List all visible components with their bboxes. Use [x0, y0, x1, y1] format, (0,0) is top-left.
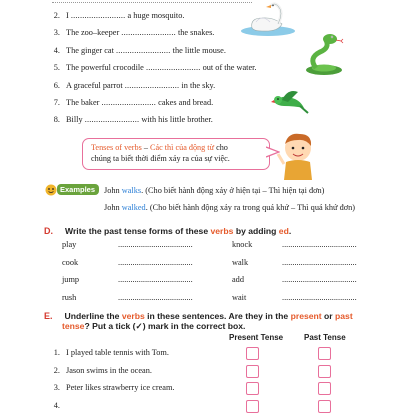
section-d-title-ed: ed — [278, 226, 289, 236]
sentence-number: 5. — [53, 63, 60, 73]
examples-label: Examples — [57, 184, 99, 195]
past-tense-checkbox[interactable] — [318, 400, 331, 413]
present-tense-checkbox[interactable] — [246, 347, 259, 360]
verb-word: jump — [62, 275, 80, 284]
present-tense-checkbox[interactable] — [246, 382, 259, 395]
ex1-rest: . (Cho biết hành động xảy ở hiện tại – Thì hiện tại đơn) — [141, 186, 325, 195]
tense-dash: – — [141, 143, 150, 152]
ex2-rest: . (Cho biết hành động xảy ra trong quá khứ – Thì quá khứ đơn) — [145, 203, 356, 212]
tense-callout-text — [91, 142, 230, 164]
sentence-after: out of the water. — [200, 63, 257, 73]
sentence-blank[interactable]: ........................ — [124, 80, 180, 90]
section-d-title-a: Write the past tense forms of these — [65, 226, 211, 236]
verb-answer-line[interactable]: .................................... — [282, 292, 357, 302]
ex2-subject: John — [104, 203, 122, 212]
col-present-tense: Present Tense — [229, 333, 284, 342]
tense-sentence-text: Peter likes strawberry ice cream. — [66, 383, 175, 392]
cut-top-line — [52, 0, 252, 3]
sentence-blank[interactable]: ........................ — [70, 11, 126, 20]
sentence-row — [48, 10, 184, 21]
sentence-row — [48, 97, 213, 108]
verb-answer-line[interactable]: .................................... — [118, 240, 193, 249]
ex1-subject: John — [104, 186, 122, 195]
sentence-after: in the sky. — [179, 80, 216, 90]
sentence-number: 6. — [53, 80, 60, 90]
example-1 — [104, 185, 324, 196]
sentence-number: 4. — [53, 45, 60, 55]
sentence-after: cakes and bread. — [156, 98, 214, 107]
col-past-tense: Past Tense — [304, 333, 346, 342]
section-e-line2 — [62, 321, 245, 332]
sentence-after: a huge mosquito. — [125, 11, 185, 20]
verb-answer-line[interactable]: .................................... — [118, 275, 193, 284]
verb-word: wait — [232, 292, 247, 302]
verb-word: walk — [232, 257, 249, 267]
boy-illustration — [276, 130, 320, 182]
past-tense-checkbox[interactable] — [318, 365, 331, 378]
verb-word: cook — [62, 257, 79, 267]
section-e-line1-verbs: verbs — [121, 311, 145, 321]
sentence-blank[interactable]: ........................ — [116, 45, 171, 55]
sentence-number: 2. — [53, 11, 60, 20]
ex2-verb: walked — [121, 203, 146, 212]
tense-line1-rest: cho — [214, 143, 228, 152]
section-e-line1-c: or — [321, 311, 336, 321]
sentence-before: Billy — [66, 115, 85, 125]
tense-sentence-row — [48, 347, 169, 358]
sentence-row — [48, 27, 214, 38]
tense-sentence-number: 2. — [53, 365, 60, 375]
present-tense-checkbox[interactable] — [246, 400, 259, 413]
section-d-title-verbs: verbs — [210, 226, 234, 236]
section-e-line1-b: in these sentences. Are they in the — [144, 311, 291, 321]
past-tense-checkbox[interactable] — [318, 382, 331, 395]
sentence-blank[interactable]: ........................ — [84, 115, 140, 125]
sentence-blank[interactable]: ........................ — [145, 63, 201, 73]
sentence-number: 8. — [53, 115, 60, 125]
sentence-before: I — [66, 11, 71, 20]
sentence-after: the little mouse. — [170, 45, 226, 55]
sentence-before: The zoo–keeper — [66, 28, 122, 38]
sentence-blank[interactable]: ........................ — [121, 28, 176, 38]
examples-icon — [45, 184, 57, 196]
tense-sentence-row — [48, 400, 66, 411]
sentence-before: The ginger cat — [66, 45, 116, 55]
verb-word: knock — [232, 240, 253, 249]
sentence-row — [48, 45, 226, 56]
tense-callout — [82, 138, 270, 170]
past-tense-checkbox[interactable] — [318, 347, 331, 360]
tense-term: Tenses of verbs — [91, 143, 142, 152]
snake-illustration — [298, 32, 348, 78]
present-tense-checkbox[interactable] — [246, 365, 259, 378]
tense-sentence-number: 4. — [53, 400, 60, 410]
section-d-title-b: by adding — [233, 226, 279, 236]
verb-answer-line[interactable]: .................................... — [282, 257, 357, 267]
section-e-line2-b: ? Put a tick (✓) mark in the correct box. — [84, 321, 246, 331]
verb-word: play — [62, 240, 77, 249]
sentence-before: The baker — [66, 98, 102, 107]
parrot-illustration — [270, 86, 310, 116]
sentence-row — [48, 80, 215, 91]
section-e-line1-a: Underline the — [64, 311, 122, 321]
tense-vi-term: Các thì của động từ — [150, 143, 215, 152]
verb-answer-line[interactable]: .................................... — [282, 240, 357, 249]
tense-sentence-text: Jason swims in the ocean. — [66, 365, 152, 375]
verb-answer-line[interactable]: .................................... — [118, 257, 193, 267]
sentence-blank[interactable]: ........................ — [101, 98, 157, 107]
sentence-row — [48, 114, 213, 125]
section-e-line1-past: past — [335, 311, 353, 321]
verb-word: rush — [62, 292, 77, 302]
section-e-line1-present: present — [290, 311, 322, 321]
section-e-line1 — [65, 311, 353, 321]
sentence-after: with his little brother. — [139, 115, 213, 125]
sentence-number: 3. — [53, 28, 60, 38]
tense-sentence-number: 3. — [53, 383, 60, 392]
sentence-before: The powerful crocodile — [66, 63, 146, 73]
tense-sentence-number: 1. — [53, 348, 60, 357]
example-2 — [104, 202, 355, 213]
verb-answer-line[interactable]: .................................... — [118, 292, 193, 302]
sentence-after: the snakes. — [175, 28, 215, 38]
swan-illustration — [238, 0, 296, 38]
sentence-row — [48, 62, 257, 73]
tense-line2: chúng ta biết thời điểm xảy ra của sự việc. — [91, 154, 230, 163]
ex1-verb: walks — [121, 186, 142, 195]
section-d-letter: D. — [44, 226, 53, 236]
section-e-letter: E. — [44, 311, 53, 321]
section-d-title-c: . — [288, 226, 292, 236]
sentence-before: A graceful parrot — [66, 80, 125, 90]
tense-sentence-row — [48, 365, 152, 376]
tense-sentence-row — [48, 382, 175, 393]
verb-answer-line[interactable]: .................................... — [282, 275, 357, 284]
verb-word: add — [232, 275, 244, 284]
section-d-title — [65, 226, 291, 236]
tense-sentence-text: I played table tennis with Tom. — [66, 348, 169, 357]
section-e-line2-tense: tense — [62, 321, 85, 331]
section-d-header — [44, 221, 291, 239]
sentence-number: 7. — [53, 98, 60, 107]
